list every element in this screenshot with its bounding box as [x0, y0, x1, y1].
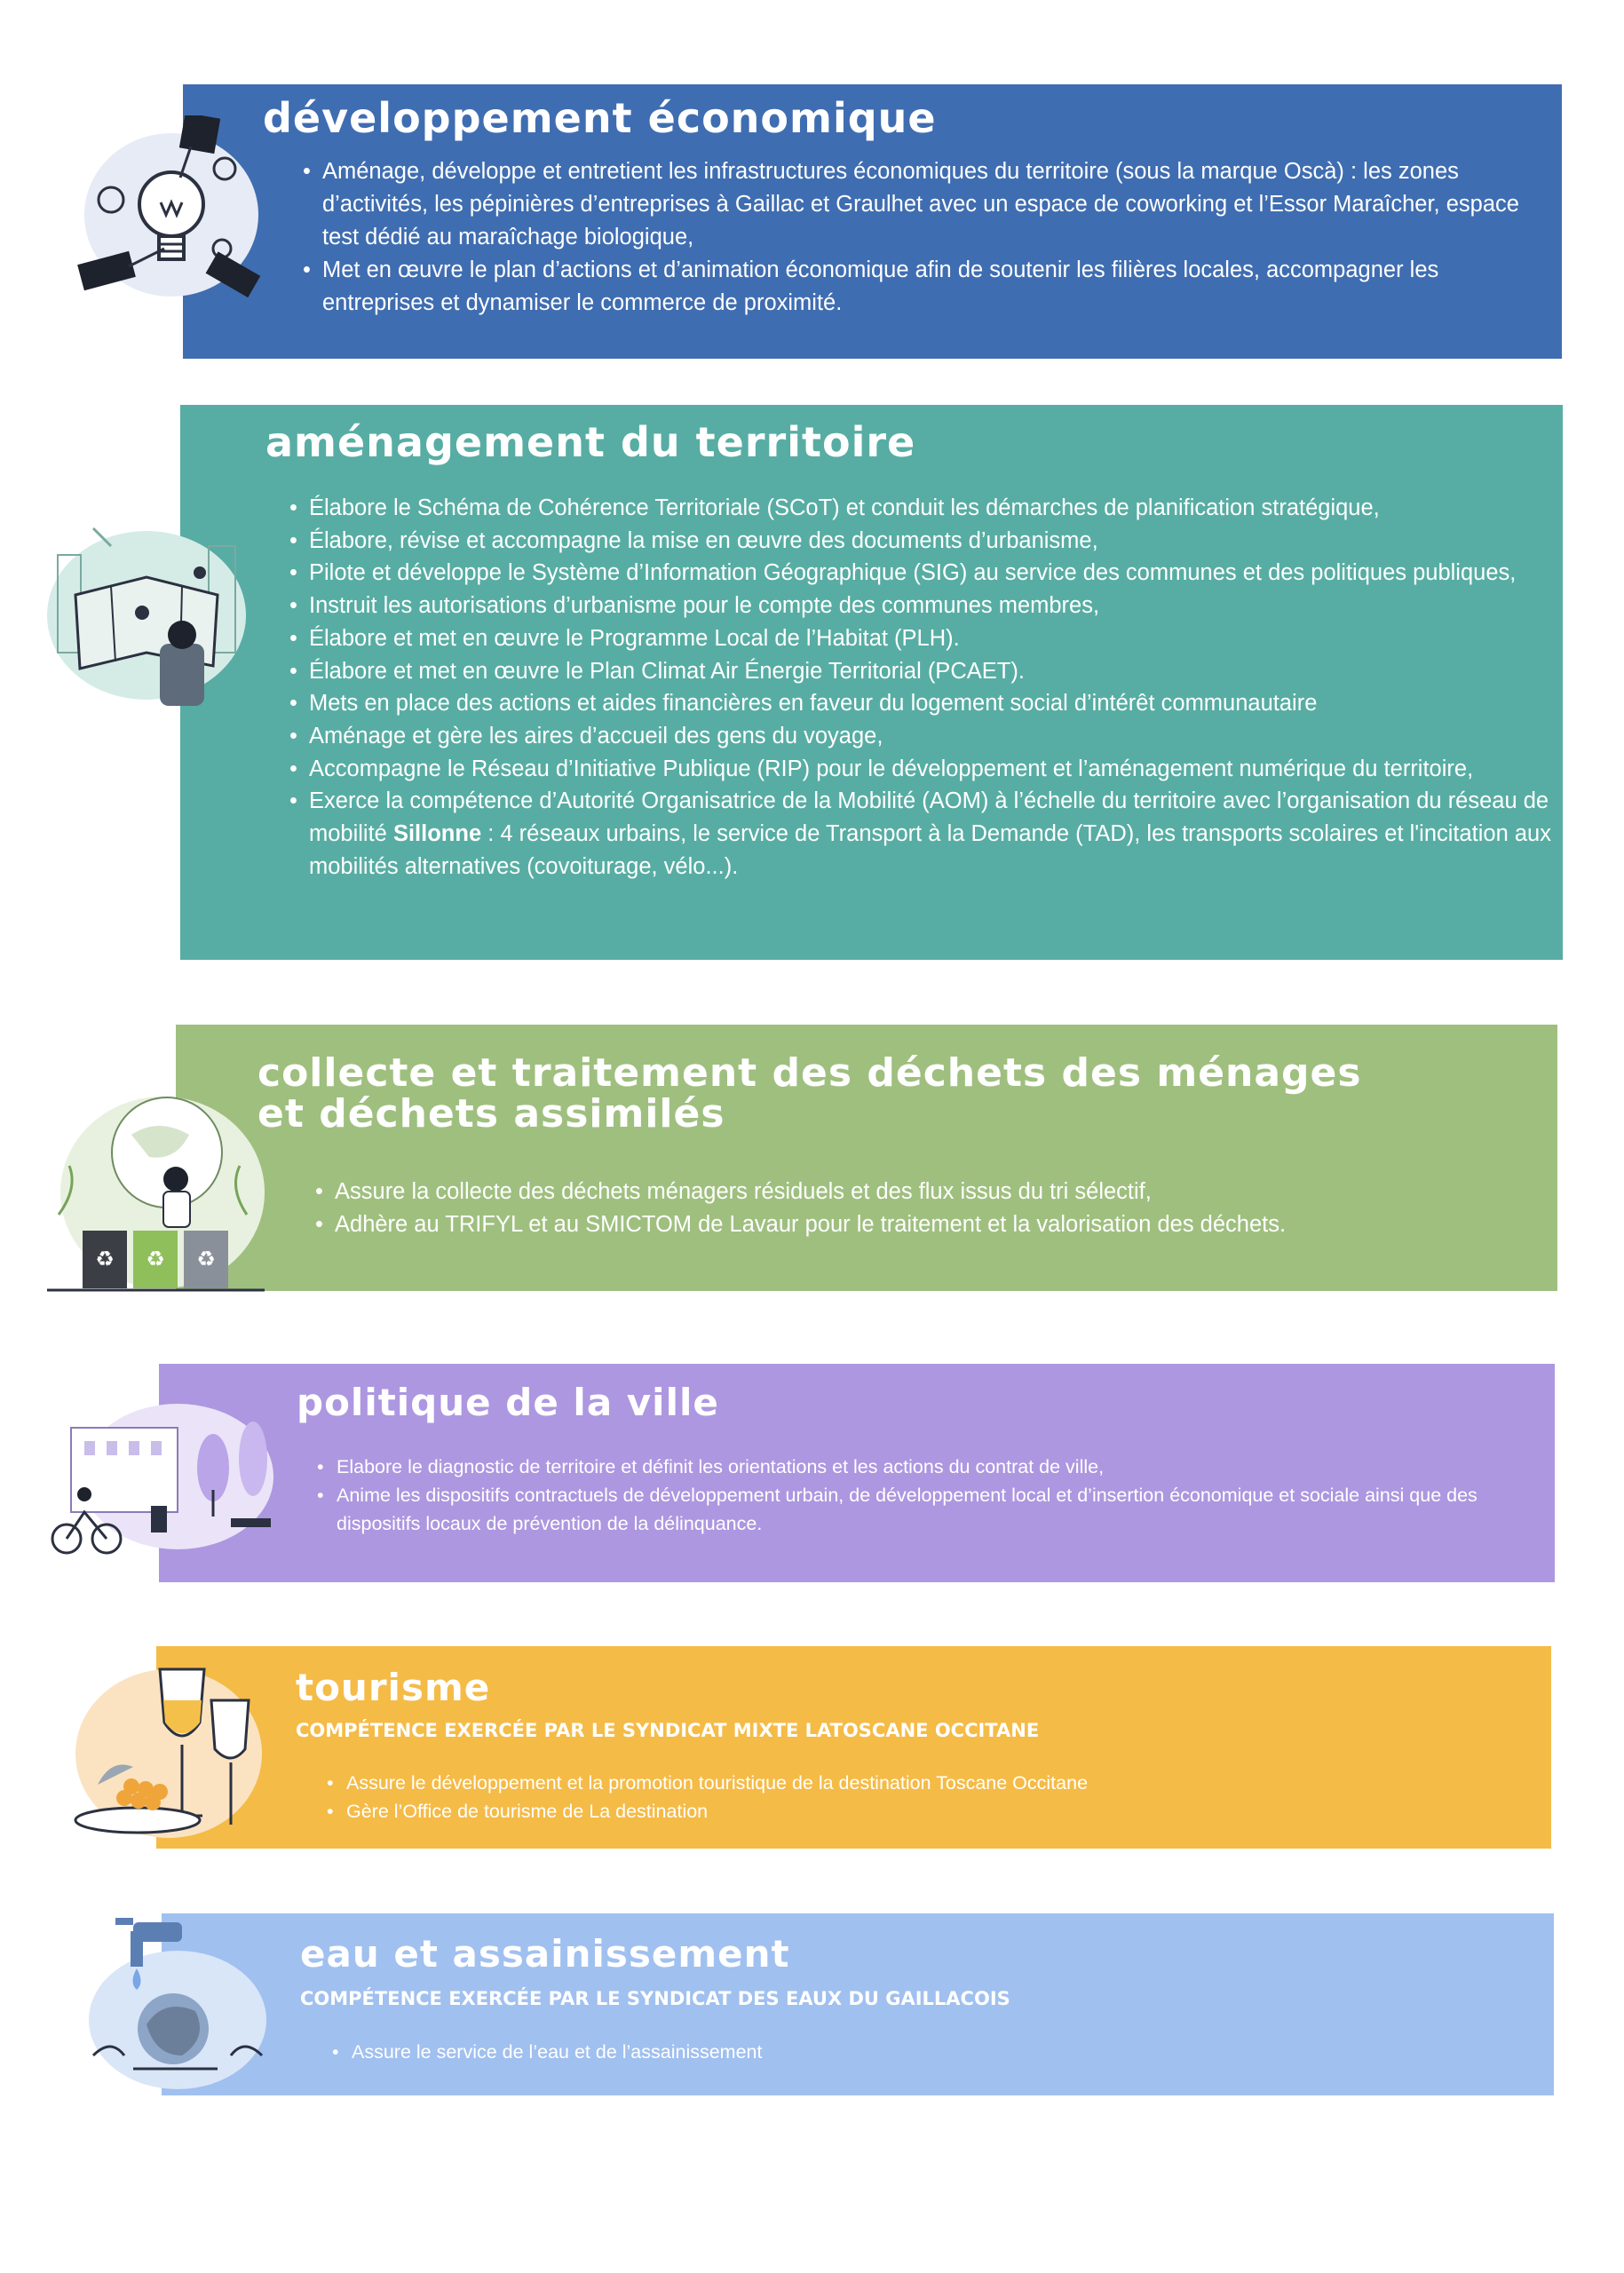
city-park-icon	[44, 1401, 275, 1556]
section-politique-ville	[159, 1364, 1555, 1582]
list-item: • Gère l’Office de tourisme de La destination	[346, 1797, 1501, 1826]
network-name: Sillonne	[392, 821, 482, 847]
bullet-list	[315, 1176, 1551, 1241]
section-title: aménagement du territoire	[265, 418, 916, 466]
bullet-list	[317, 1453, 1491, 1538]
section-developpement-economique	[183, 84, 1562, 359]
svg-text:♻: ♻	[95, 1247, 115, 1271]
list-item: • Pilote et développe le Système d’Information Géographique (SIG) au service des communes et des politiques publiques,	[309, 557, 1570, 590]
list-item: • Élabore et met en œuvre le Programme Local de l’Habitat (PLH).	[309, 622, 1570, 655]
item-text: : 4 réseaux urbains, le service de Transport à la Demande (TAD), les transports scolaires et l'incitation aux mobilités alternatives (covoiturage, vélo...).	[309, 821, 1551, 879]
section-subtitle: COMPÉTENCE EXERCÉE PAR LE SYNDICAT MIXTE LATOSCANE OCCITANE	[296, 1720, 1040, 1741]
list-item: • Elabore le diagnostic de territoire et définit les orientations et les actions du contrat de ville,	[337, 1453, 1491, 1481]
list-item: • Adhère au TRIFYL et au SMICTOM de Lavaur pour le traitement et la valorisation des déchets.	[335, 1208, 1551, 1241]
section-title: développement économique	[263, 94, 937, 142]
wine-grapes-icon	[71, 1651, 266, 1842]
section-amenagement-territoire	[180, 405, 1563, 960]
section-tourisme	[156, 1646, 1551, 1849]
list-item: • Met en œuvre le plan d’actions et d’animation économique afin de soutenir les filières locales, accompagner les entreprises et dynamiser le commerce de proximité.	[322, 254, 1548, 320]
list-item: • Instruit les autorisations d’urbanisme pour le compte des communes membres,	[309, 590, 1570, 622]
list-item: • Accompagne le Réseau d’Initiative Publique (RIP) pour le développement et l’aménagement numérique du territoire,	[309, 753, 1570, 786]
section-title: tourisme	[296, 1666, 491, 1709]
bullet-list	[332, 2038, 1506, 2066]
title-line: et déchets assimilés	[257, 1091, 725, 1137]
svg-text:♻: ♻	[196, 1247, 216, 1271]
bullet-list	[327, 1769, 1501, 1826]
list-item: • Assure le service de l’eau et de l’assainissement	[352, 2038, 1506, 2066]
section-eau-assainissement	[162, 1913, 1554, 2095]
water-tap-icon	[84, 1913, 271, 2091]
bullet-list	[303, 155, 1548, 320]
list-item	[309, 785, 1570, 883]
title-line: collecte et traitement des déchets des ménages	[257, 1050, 1362, 1096]
section-dechets	[176, 1025, 1557, 1291]
lightbulb-icon	[75, 115, 266, 306]
list-item: • Assure le développement et la promotion touristique de la destination Toscane Occitane	[346, 1769, 1501, 1797]
section-title	[257, 1050, 1362, 1137]
section-title: politique de la ville	[297, 1381, 719, 1424]
list-item: • Élabore le Schéma de Cohérence Territoriale (SCoT) et conduit les démarches de planification stratégique,	[309, 492, 1570, 525]
list-item: • Assure la collecte des déchets ménagers résiduels et des flux issus du tri sélectif,	[335, 1176, 1551, 1208]
bullet-list	[289, 492, 1570, 883]
item-text: Exerce la compétence d’Autorité Organisatrice de la Mobilité (AOM) à l’échelle du territoire avec l’organisation du réseau de mobilité	[309, 788, 1549, 847]
list-item: • Mets en place des actions et aides financières en faveur du logement social d’intérêt communautaire	[309, 687, 1570, 720]
section-subtitle: COMPÉTENCE EXERCÉE PAR LE SYNDICAT DES EAUX DU GAILLACOIS	[300, 1988, 1010, 2009]
list-item: • Élabore et met en œuvre le Plan Climat Air Énergie Territorial (PCAET).	[309, 655, 1570, 688]
list-item: • Élabore, révise et accompagne la mise en œuvre des documents d’urbanisme,	[309, 525, 1570, 558]
section-title: eau et assainissement	[300, 1932, 790, 1976]
recycling-bins-icon	[43, 1081, 273, 1295]
list-item: • Anime les dispositifs contractuels de développement urbain, de développement local et d’insertion économique et sociale ainsi que des dispositifs locaux de prévention de la délinquance.	[337, 1481, 1491, 1538]
city-map-icon	[40, 511, 253, 715]
list-item: • Aménage, développe et entretient les infrastructures économiques du territoire (sous la marque Oscà) : les zones d’activités, les pépinières d’entreprises à Gaillac et Graulhet avec un espace de coworking et l’Essor Maraîcher, espace test dédié au maraîchage biologique,	[322, 155, 1548, 254]
list-item: • Aménage et gère les aires d’accueil des gens du voyage,	[309, 720, 1570, 753]
svg-text:♻: ♻	[146, 1247, 165, 1271]
